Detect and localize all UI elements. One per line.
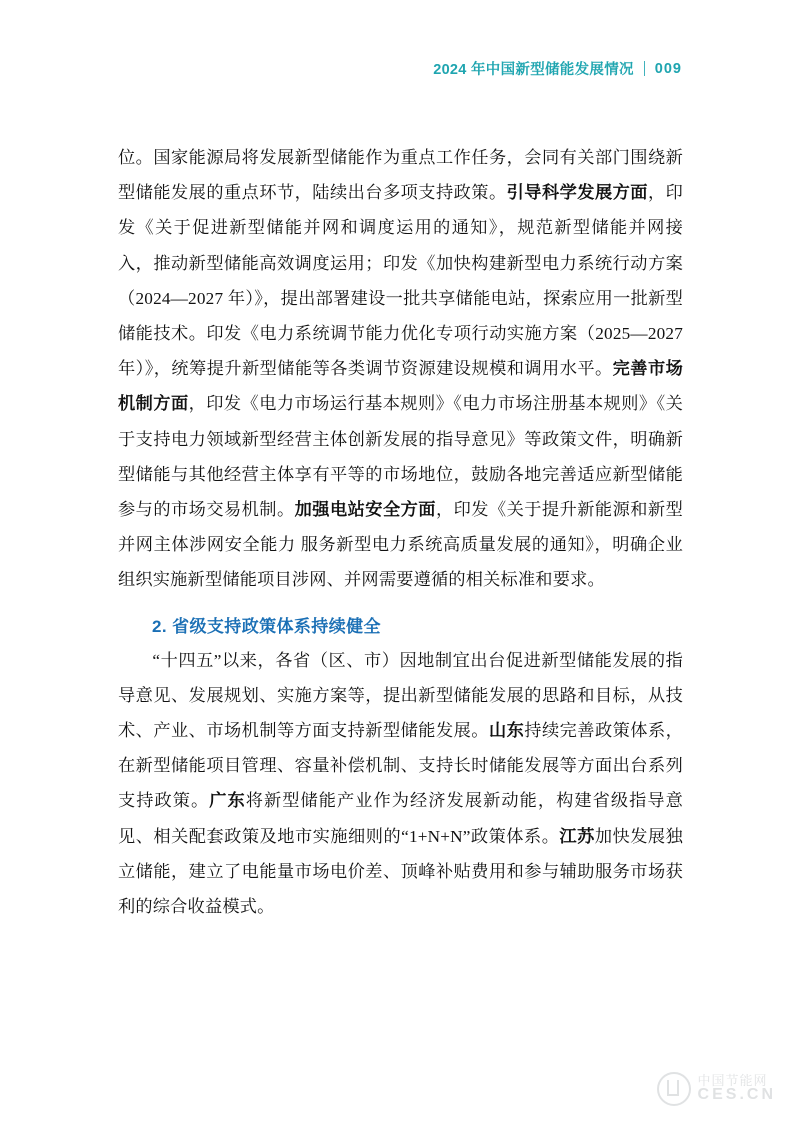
para1-bold-1: 引导科学发展方面 xyxy=(506,183,648,203)
page-content xyxy=(118,140,683,924)
para2-bold-jiangsu: 江苏 xyxy=(559,826,595,846)
para2-text-2: 持续完善政策体系，在新型储能项目管理、容量补偿机制、支持长时储能发展等方面出台系列支持政策。 xyxy=(118,721,683,811)
para2-bold-guangdong: 广东 xyxy=(209,791,246,811)
para2-text-1: “十四五”以来，各省（区、市）因地制宜出台促进新型储能发展的指导意见、发展规划、实施方案等，提出新型储能发展的思路和目标，从技术、产业、市场机制等方面支持新型储能发展。 xyxy=(118,650,683,741)
running-head-divider xyxy=(644,61,645,76)
paragraph-provincial-policy xyxy=(118,643,683,925)
page-number: 009 xyxy=(654,60,682,77)
para2-text-4: 加快发展独立储能，建立了电能量市场电价差、顶峰补贴费用和参与辅助服务市场获利的综合收益模式。 xyxy=(118,826,683,917)
watermark-logo-icon xyxy=(657,1072,691,1106)
watermark-cn-label: 中国节能网 xyxy=(697,1072,768,1088)
paragraph-policy-support xyxy=(118,140,683,598)
running-head xyxy=(433,58,682,79)
para1-bold-3: 加强电站安全方面 xyxy=(294,500,436,520)
para1-text-1: 位。国家能源局将发展新型储能作为重点工作任务，会同有关部门围绕新型储能发展的重点环节，陆续出台多项支持政策。 xyxy=(118,148,683,203)
section-heading-provincial-policy: 2. 省级支持政策体系持续健全 xyxy=(152,616,381,636)
para2-text-3: 将新型储能产业作为经济发展新动能，构建省级指导意见、相关配套政策及地市实施细则的“1+N+N”政策体系。 xyxy=(118,791,683,846)
para1-text-2: ，印发《关于促进新型储能并网和调度运用的通知》，规范新型储能并网接入，推动新型储能高效调度运用；印发《加快构建新型电力系统行动方案（2024—2027 年）》，提出部署建设一批共享储能电站，探索应用一批新型储能技术。印发《电力系统调节能力优化专项行动实施方案（2025—2027 年）》，统筹提升新型储能等各类调节资源建设规模和调用水平。 xyxy=(118,183,684,379)
watermark xyxy=(657,1072,776,1106)
para1-bold-2: 完善市场机制方面 xyxy=(118,359,683,414)
para2-bold-shandong: 山东 xyxy=(488,721,525,741)
para1-text-4: ，印发《关于提升新能源和新型并网主体涉网安全能力 服务新型电力系统高质量发展的通知》，明确企业组织实施新型储能项目涉网、并网需要遵循的相关标准和要求。 xyxy=(118,500,683,590)
watermark-text xyxy=(698,1074,776,1104)
running-head-title: 2024 年中国新型储能发展情况 xyxy=(433,62,634,78)
para1-text-3: ，印发《电力市场运行基本规则》《电力市场注册基本规则》《关于支持电力领域新型经营主体创新发展的指导意见》等政策文件，明确新型储能与其他经营主体享有平等的市场地位，鼓励各地完善适应新型储能参与的市场交易机制。 xyxy=(118,394,683,520)
watermark-en-label: CES.CN xyxy=(697,1086,776,1104)
